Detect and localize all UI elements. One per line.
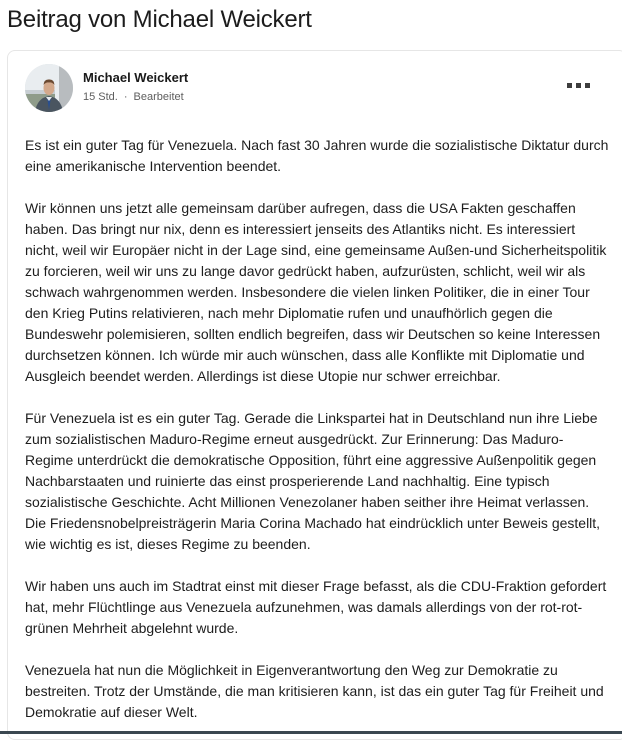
post-paragraph: Wir haben uns auch im Stadtrat einst mit dieser Frage befasst, als die CDU-Fraktion gefordert hat, mehr Flüchtlinge aus Venezuela aufzunehmen, was damals allerdings von der rot-rot-grünen Mehrheit abgelehnt wurde.: [25, 578, 607, 636]
more-horizontal-icon-dot: [567, 83, 572, 88]
post-paragraph: Wir können uns jetzt alle gemeinsam darüber aufregen, dass die USA Fakten geschaffen haben. Das bringt nur nix, denn es interessiert jenseits des Atlantiks nicht. Es interessiert nicht, weil wir Europäer nicht in der Lage sind, eine gemeinsame Außen-und Sicherheitspolitik zu forcieren, weil wir uns zu lange davor gedrückt haben, aufzurüsten, schlicht, weil wir als schwach wahrgenommen werden. Insbesondere die vielen linken Politiker, die in einer Tour den Krieg Putins relativieren, nach mehr Diplomatie rufen und unaufhörlich gegen die Bundeswehr polemisieren, sollten endlich begreifen, dass wir Deutschen so keine Interessen durchsetzen können. Ich würde mir auch wünschen, dass alle Konflikte mit Diplomatie und Ausgleich beendet werden. Allerdings ist diese Utopie nur schwer erreichbar.: [25, 200, 607, 384]
author-avatar[interactable]: [25, 64, 73, 112]
more-horizontal-icon-dot: [576, 83, 581, 88]
post-paragraph: Venezuela hat nun die Möglichkeit in Eigenverantwortung den Weg zur Demokratie zu bestreiten. Trotz der Umstände, die man kritisieren kann, ist das ein guter Tag für Freiheit und Demokratie auf dieser Welt.: [25, 662, 604, 720]
meta-separator: ·: [123, 91, 128, 103]
author-info: [83, 70, 188, 105]
post-card: [7, 50, 622, 740]
more-options-button[interactable]: [566, 79, 590, 91]
post-paragraph: Für Venezuela ist es ein guter Tag. Gerade die Linkspartei hat in Deutschland nun ihre Liebe zum sozialistischen Maduro-Regime erneut ausgedrückt. Zur Erinnerung: Das Maduro-Regime unterdrückt die demokratische Opposition, führt eine aggressive Außenpolitik gegen Nachbarstaaten und ruinierte das einst prosperierende Land nachhaltig. Eine typisch sozialistische Geschichte. Acht Millionen Venezolaner haben seither ihre Heimat verlassen. Die Friedensnobelpreisträgerin Maria Corina Machado hat eindrücklich unter Beweis gestellt, wie wichtig es ist, dieses Regime zu beenden.: [25, 410, 601, 552]
avatar-photo-icon: [25, 64, 73, 112]
page-title: Beitrag von Michael Weickert: [7, 6, 312, 33]
post-time: 15 Std.: [83, 91, 118, 103]
post-paragraph: Es ist ein guter Tag für Venezuela. Nach fast 30 Jahren wurde die sozialistische Diktatur durch eine amerikanische Intervention beendet.: [25, 137, 609, 174]
more-horizontal-icon-dot: [585, 83, 590, 88]
author-name[interactable]: Michael Weickert: [83, 70, 189, 85]
post-meta: [83, 89, 188, 105]
edited-label: Bearbeitet: [133, 91, 184, 103]
post-body: [25, 135, 610, 744]
